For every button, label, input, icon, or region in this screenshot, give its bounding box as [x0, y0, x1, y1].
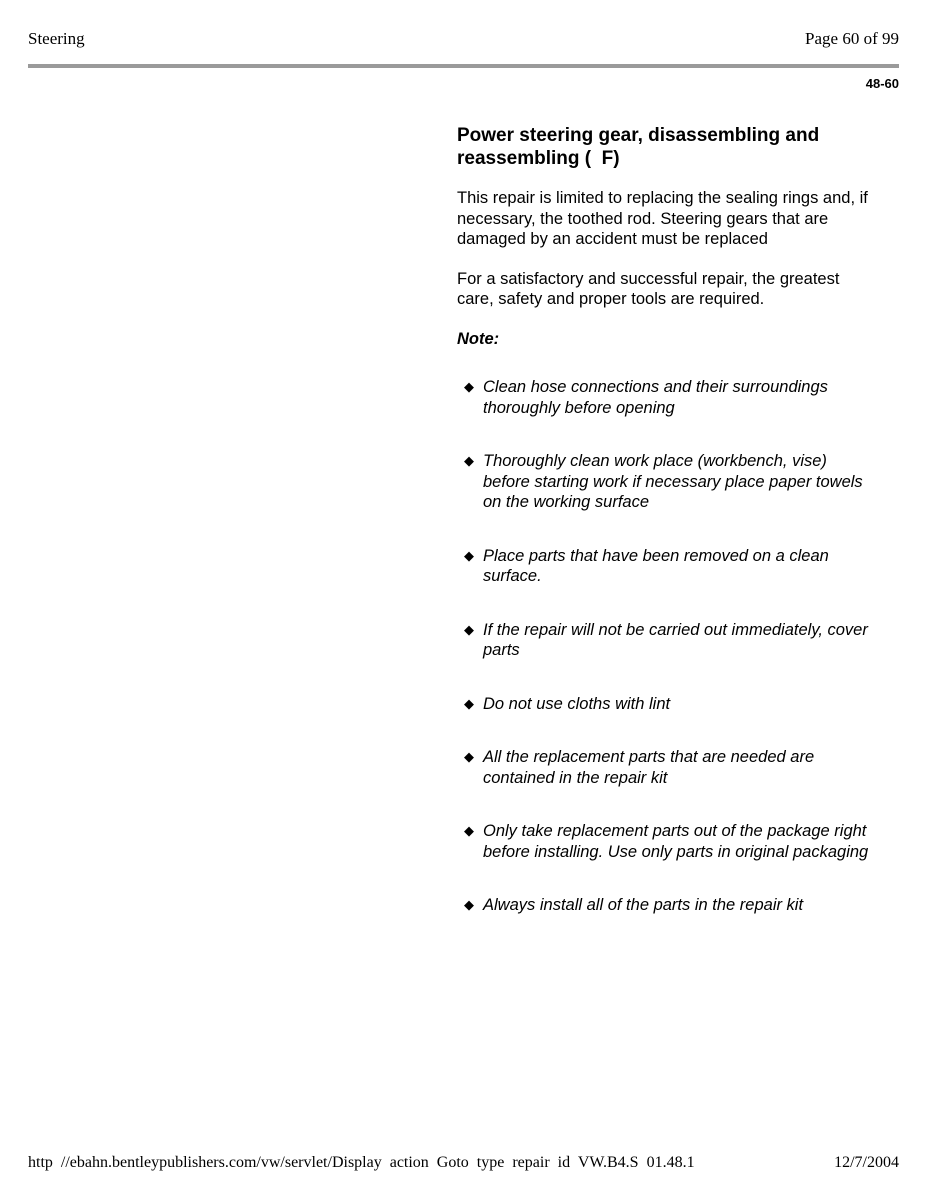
- page-number: Page 60 of 99: [805, 29, 899, 48]
- footer-date: 12/7/2004: [834, 1154, 899, 1171]
- intro-paragraph: This repair is limited to replacing the sealing rings and, if necessary, the toothed rod. Steering gears that are damaged by an accident must be replaced: [457, 189, 868, 248]
- list-item-text: All the replacement parts that are needed are contained in the repair kit: [483, 748, 815, 787]
- list-item: [464, 546, 877, 587]
- diamond-bullet-icon: ◆: [464, 749, 474, 764]
- list-item-text: Clean hose connections and their surroundings thoroughly before opening: [483, 378, 828, 417]
- list-item: [464, 620, 877, 661]
- diamond-bullet-icon: ◆: [464, 695, 474, 711]
- list-item-text: Always install all of the parts in the repair kit: [483, 896, 804, 914]
- list-item-text: Do not use cloths with lint: [483, 694, 671, 713]
- list-item: [464, 821, 877, 862]
- diamond-bullet-icon: ◆: [464, 823, 474, 838]
- diamond-bullet-icon: ◆: [464, 547, 474, 563]
- list-item-text: Only take replacement parts out of the package right before installing. Use only parts in original packaging: [483, 822, 869, 861]
- list-item-text: Place parts that have been removed on a clean surface.: [483, 546, 829, 585]
- header-section-title: Steering: [28, 29, 85, 48]
- list-item: [464, 747, 877, 788]
- list-item: [464, 694, 877, 715]
- document-number: 48-60: [865, 76, 899, 91]
- list-item-text: Thoroughly clean work place (workbench, vise) before starting work if necessary place paper towels on the working surface: [483, 452, 863, 511]
- header-divider: [28, 64, 899, 68]
- diamond-bullet-icon: ◆: [464, 453, 474, 468]
- list-item: [464, 451, 877, 513]
- main-content: [457, 124, 877, 949]
- list-item: [464, 377, 877, 418]
- diamond-bullet-icon: ◆: [464, 621, 474, 637]
- page-title: Power steering gear, disassembling and reassembling ( F): [457, 125, 820, 169]
- care-paragraph: For a satisfactory and successful repair, the greatest care, safety and proper tools are required.: [457, 269, 840, 308]
- footer-url: http //ebahn.bentleypublishers.com/vw/servlet/Display action Goto type repair id VW.B4.S 01.48.1: [28, 1154, 695, 1171]
- note-label: Note:: [457, 329, 500, 348]
- diamond-bullet-icon: ◆: [464, 897, 474, 912]
- list-item-text: If the repair will not be carried out immediately, cover parts: [483, 620, 868, 659]
- diamond-bullet-icon: ◆: [464, 379, 474, 394]
- list-item: [464, 895, 877, 916]
- note-list: [457, 377, 877, 916]
